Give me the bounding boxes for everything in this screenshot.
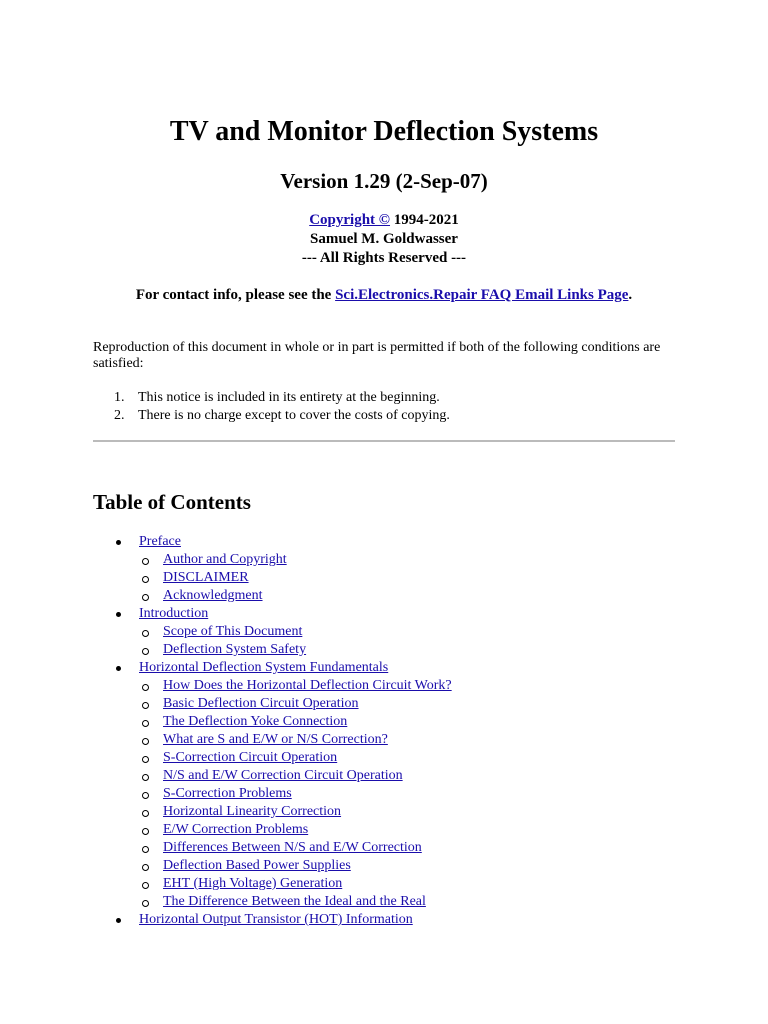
toc-link[interactable]: Horizontal Linearity Correction — [163, 804, 342, 819]
copyright-years: 1994-2021 — [390, 212, 459, 228]
toc-subitem — [116, 677, 452, 695]
toc-link[interactable]: Differences Between N/S and E/W Correction — [163, 840, 422, 855]
circle-bullet-icon — [142, 882, 149, 889]
toc-subitem — [116, 785, 452, 803]
copyright-line — [0, 211, 768, 230]
toc-link[interactable]: What are S and E/W or N/S Correction? — [163, 732, 388, 747]
toc-subitem — [116, 623, 452, 641]
reproduction-notice: Reproduction of this document in whole or in part is permitted if both of the following conditions are satisfied: — [93, 340, 661, 371]
condition-item — [114, 389, 450, 407]
toc-link-horizontal-fundamentals[interactable]: Horizontal Deflection System Fundamentals — [139, 660, 389, 675]
toc-link-hot-information[interactable]: Horizontal Output Transistor (HOT) Information — [139, 912, 413, 927]
toc-section-introduction — [116, 605, 452, 623]
bullet-icon — [116, 540, 121, 545]
circle-bullet-icon — [142, 846, 149, 853]
circle-bullet-icon — [142, 792, 149, 799]
circle-bullet-icon — [142, 684, 149, 691]
circle-bullet-icon — [142, 720, 149, 727]
toc-link[interactable]: How Does the Horizontal Deflection Circuit Work? — [163, 678, 452, 693]
bullet-icon — [116, 918, 121, 923]
toc-link[interactable]: Deflection Based Power Supplies — [163, 858, 351, 873]
toc-link[interactable]: Acknowledgment — [163, 588, 263, 603]
toc-link-introduction[interactable]: Introduction — [139, 606, 209, 621]
condition-number: 2. — [114, 407, 125, 423]
circle-bullet-icon — [142, 756, 149, 763]
toc-link[interactable]: E/W Correction Problems — [163, 822, 309, 837]
bullet-icon — [116, 612, 121, 617]
toc-subitem — [116, 695, 452, 713]
condition-text: This notice is included in its entirety at the beginning. — [138, 390, 440, 405]
copyright-link[interactable]: Copyright © — [309, 212, 391, 228]
rights-notice: --- All Rights Reserved --- — [301, 250, 467, 266]
bullet-icon — [116, 666, 121, 671]
toc-link[interactable]: S-Correction Circuit Operation — [163, 750, 338, 765]
toc-subitem — [116, 839, 452, 857]
circle-bullet-icon — [142, 648, 149, 655]
toc-link-preface[interactable]: Preface — [139, 534, 181, 549]
toc-subitem — [116, 749, 452, 767]
toc-link[interactable]: S-Correction Problems — [163, 786, 292, 801]
toc-subitem — [116, 857, 452, 875]
toc-subitem — [116, 641, 452, 659]
circle-bullet-icon — [142, 774, 149, 781]
toc-link[interactable]: Scope of This Document — [163, 624, 303, 639]
circle-bullet-icon — [142, 630, 149, 637]
condition-text: There is no charge except to cover the costs of copying. — [138, 407, 450, 423]
condition-number: 1. — [114, 390, 125, 405]
circle-bullet-icon — [142, 738, 149, 745]
toc-subitem — [116, 875, 452, 893]
contact-info — [0, 287, 768, 304]
toc-link[interactable]: The Difference Between the Ideal and the Real — [163, 894, 426, 909]
circle-bullet-icon — [142, 594, 149, 601]
author-name: Samuel M. Goldwasser — [310, 231, 458, 247]
table-of-contents — [116, 533, 452, 929]
toc-link[interactable]: The Deflection Yoke Connection — [163, 714, 348, 729]
toc-subitem — [116, 803, 452, 821]
toc-subsection-list — [116, 677, 452, 911]
toc-section-preface — [116, 533, 452, 551]
toc-subitem — [116, 551, 452, 569]
copyright-block — [0, 211, 768, 268]
toc-subitem — [116, 821, 452, 839]
circle-bullet-icon — [142, 576, 149, 583]
conditions-list — [114, 389, 450, 424]
version-line: Version 1.29 (2-Sep-07) — [280, 169, 488, 193]
toc-link[interactable]: N/S and E/W Correction Circuit Operation — [163, 768, 403, 783]
toc-subitem — [116, 587, 452, 605]
circle-bullet-icon — [142, 558, 149, 565]
toc-link[interactable]: DISCLAIMER — [163, 570, 249, 585]
contact-prefix: For contact info, please see the — [135, 287, 336, 303]
toc-link[interactable]: Author and Copyright — [163, 552, 287, 567]
circle-bullet-icon — [142, 810, 149, 817]
condition-item — [114, 407, 450, 425]
toc-section-hot-information — [116, 911, 452, 929]
page-title: TV and Monitor Deflection Systems — [169, 116, 599, 147]
toc-link[interactable]: EHT (High Voltage) Generation — [163, 876, 343, 891]
toc-subitem — [116, 767, 452, 785]
toc-subsection-list — [116, 623, 452, 659]
toc-heading: Table of Contents — [93, 490, 251, 514]
horizontal-divider — [93, 440, 675, 442]
toc-subitem — [116, 569, 452, 587]
toc-link[interactable]: Deflection System Safety — [163, 642, 307, 657]
email-links-page-link[interactable]: Sci.Electronics.Repair FAQ Email Links Page — [335, 287, 629, 303]
circle-bullet-icon — [142, 900, 149, 907]
contact-suffix: . — [628, 287, 633, 303]
circle-bullet-icon — [142, 702, 149, 709]
toc-subitem — [116, 713, 452, 731]
toc-subitem — [116, 731, 452, 749]
circle-bullet-icon — [142, 828, 149, 835]
toc-link[interactable]: Basic Deflection Circuit Operation — [163, 696, 359, 711]
circle-bullet-icon — [142, 864, 149, 871]
toc-subitem — [116, 893, 452, 911]
toc-subsection-list — [116, 551, 452, 605]
toc-section-horizontal-fundamentals — [116, 659, 452, 677]
